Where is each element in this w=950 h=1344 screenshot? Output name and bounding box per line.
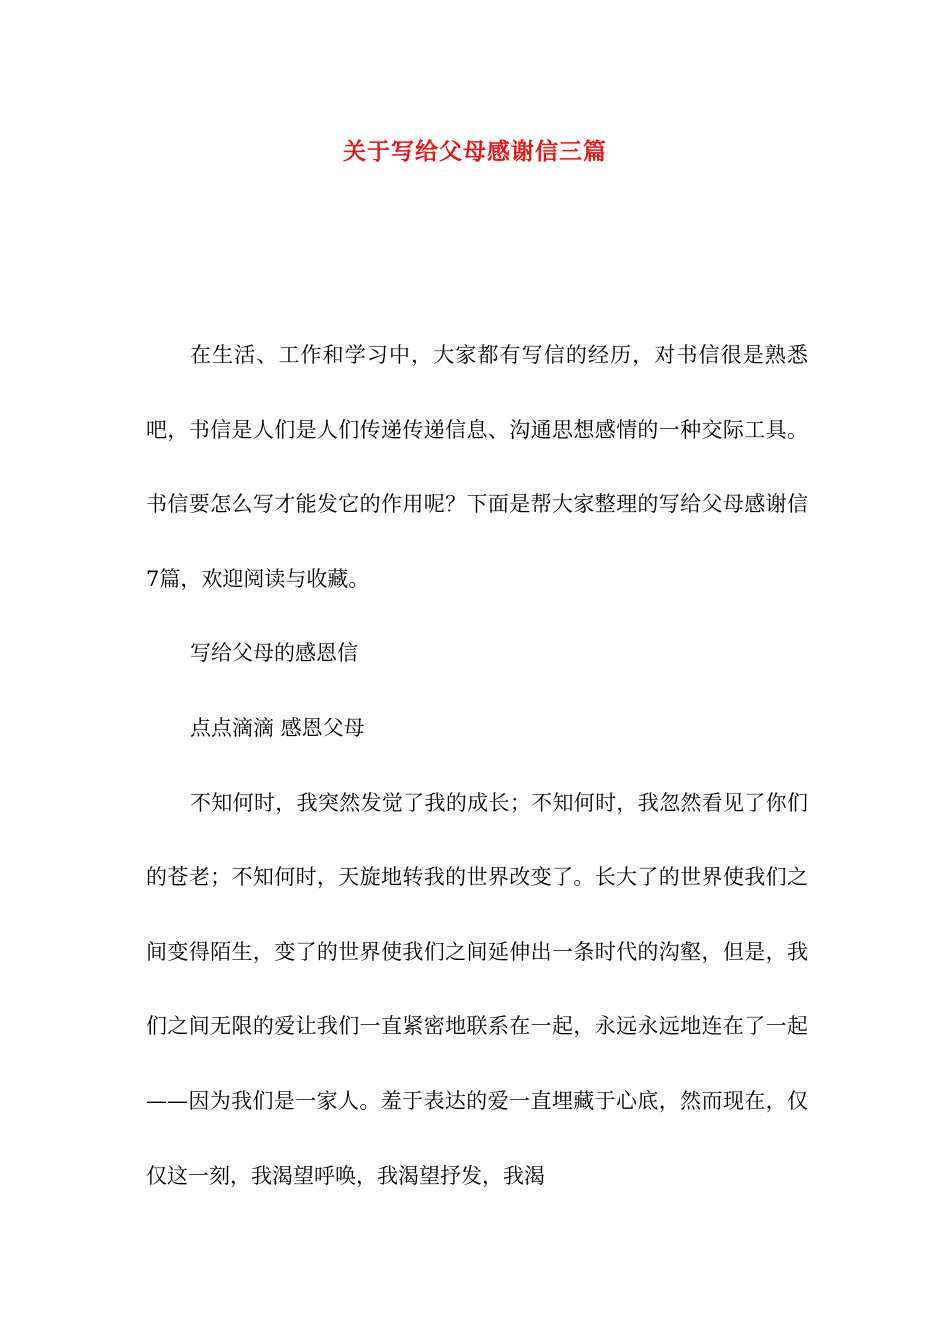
document-title: 关于写给父母感谢信三篇 bbox=[343, 138, 607, 165]
document-body bbox=[146, 318, 808, 1213]
letter-paragraph: 不知何时，我突然发觉了我的成长；不知何时，我忽然看见了你们的苍老；不知何时，天旋地转我的世界改变了。长大了的世界使我们之间变得陌生，变了的世界使我们之间延伸出一条时代的沟壑，但是，我们之间无限的爱让我们一直紧密地联系在一起，永远永远地连在了一起——因为我们是一家人。羞于表达的爱一直埋藏于心底，然而现在，仅仅这一刻，我渴望呼唤，我渴望抒发，我渴 bbox=[146, 790, 808, 1188]
letter-heading: 写给父母的感恩信 bbox=[190, 641, 358, 666]
letter-subheading: 点点滴滴 感恩父母 bbox=[190, 715, 365, 740]
intro-paragraph: 在生活、工作和学习中，大家都有写信的经历，对书信很是熟悉吧，书信是人们是人们传递传递信息、沟通思想感情的一种交际工具。书信要怎么写才能发它的作用呢？下面是帮大家整理的写给父母感谢信7篇，欢迎阅读与收藏。 bbox=[146, 343, 808, 591]
